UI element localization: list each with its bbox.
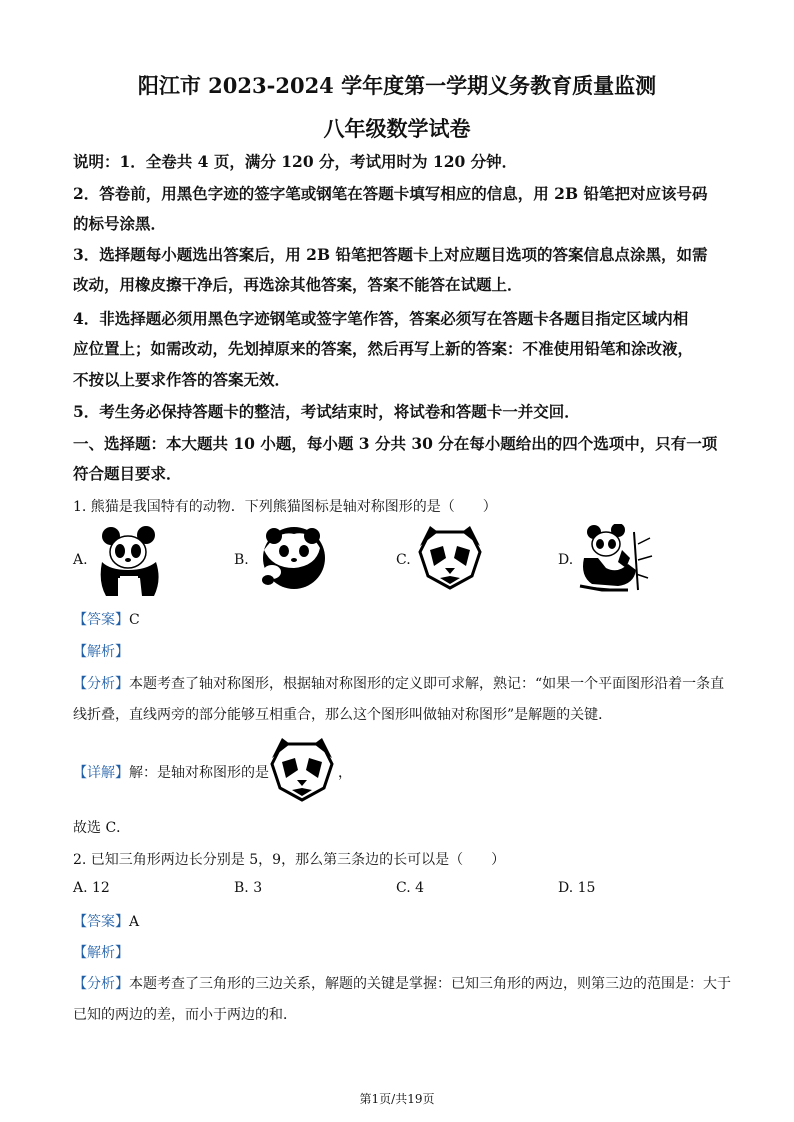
- analysis-text: 本题考查了轴对称图形，根据轴对称图形的定义即可求解，熟记：“如果一个平面图形沿着一条直: [129, 676, 725, 692]
- section-heading: 一、选择题：本大题共 10 小题，每小题 3 分共 30 分在每小题给出的四个选项中，只有一项: [73, 434, 718, 453]
- instruction-line: 5．考生务必保持答题卡的整洁，考试结束时，将试卷和答题卡一并交回．: [73, 402, 580, 421]
- analysis-text: 已知的两边的差，而小于两边的和．: [73, 1007, 297, 1023]
- option-label: A.: [73, 552, 88, 568]
- analysis-text: 线折叠，直线两旁的部分能够互相重合，那么这个图形叫做轴对称图形”是解题的关键．: [73, 707, 613, 723]
- panda-a-icon: [96, 526, 164, 598]
- detail-line: [73, 762, 269, 782]
- answer-value: A: [129, 914, 140, 930]
- panda-d-icon: [578, 524, 654, 594]
- option-label: C. 4: [396, 880, 425, 896]
- answer-tag: 【答案】: [73, 914, 129, 930]
- question-stem: 1. 熊猫是我国特有的动物．下列熊猫图标是轴对称图形的是（ ）: [73, 499, 497, 515]
- instruction-line: 改动，用橡皮擦干净后，再选涂其他答案，答案不能答在试题上．: [73, 275, 523, 294]
- detail-text: 解：是轴对称图形的是: [129, 765, 269, 781]
- answer-value: C: [129, 612, 140, 628]
- option-label: B. 3: [234, 880, 263, 896]
- page-number: 第1页/共19页: [359, 1092, 435, 1106]
- panda-c-icon: [416, 524, 484, 590]
- detail-end: ，: [338, 765, 352, 781]
- option-label: C.: [396, 552, 411, 568]
- option-label: A. 12: [73, 880, 110, 896]
- conclusion: 故选 C．: [73, 820, 131, 836]
- question-stem: 2. 已知三角形两边长分别是 5，9，那么第三条边的长可以是（ ）: [73, 852, 506, 868]
- xiangjie-tag: 【详解】: [73, 765, 129, 781]
- option-label: D. 15: [558, 880, 596, 896]
- panda-answer-icon: [268, 736, 336, 802]
- answer-tag: 【答案】: [73, 612, 129, 628]
- instruction-line: 说明：1．全卷共 4 页，满分 120 分，考试用时为 120 分钟．: [73, 152, 518, 171]
- section-heading: 符合题目要求．: [73, 464, 182, 483]
- option-label: D.: [558, 552, 574, 568]
- answer-line: [73, 609, 140, 629]
- jiexi-tag: 【解析】: [73, 644, 129, 660]
- answer-line: [73, 911, 139, 931]
- panda-b-icon: [254, 524, 326, 590]
- instruction-line: 不按以上要求作答的答案无效．: [73, 370, 291, 389]
- analysis-text: 本题考查了三角形的三边关系，解题的关键是掌握：已知三角形的两边，则第三边的范围是：大于: [129, 976, 731, 992]
- instruction-line: 3．选择题每小题选出答案后，用 2B 铅笔把答题卡上对应题目选项的答案信息点涂黑，如需: [73, 245, 708, 264]
- jiexi-tag: 【解析】: [73, 945, 129, 961]
- page-title: 阳江市 2023-2024 学年度第一学期义务教育质量监测: [137, 73, 657, 98]
- instruction-line: 应位置上；如需改动，先划掉原来的答案，然后再写上新的答案：不准使用铅笔和涂改液，: [73, 339, 694, 358]
- instruction-line: 的标号涂黑．: [73, 214, 167, 233]
- option-label: B.: [234, 552, 249, 568]
- page-subtitle: 八年级数学试卷: [323, 116, 471, 141]
- fenxi-tag: 【分析】: [73, 676, 129, 692]
- instruction-line: 4．非选择题必须用黑色字迹钢笔或签字笔作答，答案必须写在答题卡各题目指定区域内相: [73, 309, 689, 328]
- analysis-line: [73, 973, 731, 993]
- analysis-line: [73, 673, 724, 693]
- instruction-line: 2．答卷前，用黑色字迹的签字笔或钢笔在答题卡填写相应的信息，用 2B 铅笔把对应该号码: [73, 184, 708, 203]
- fenxi-tag: 【分析】: [73, 976, 129, 992]
